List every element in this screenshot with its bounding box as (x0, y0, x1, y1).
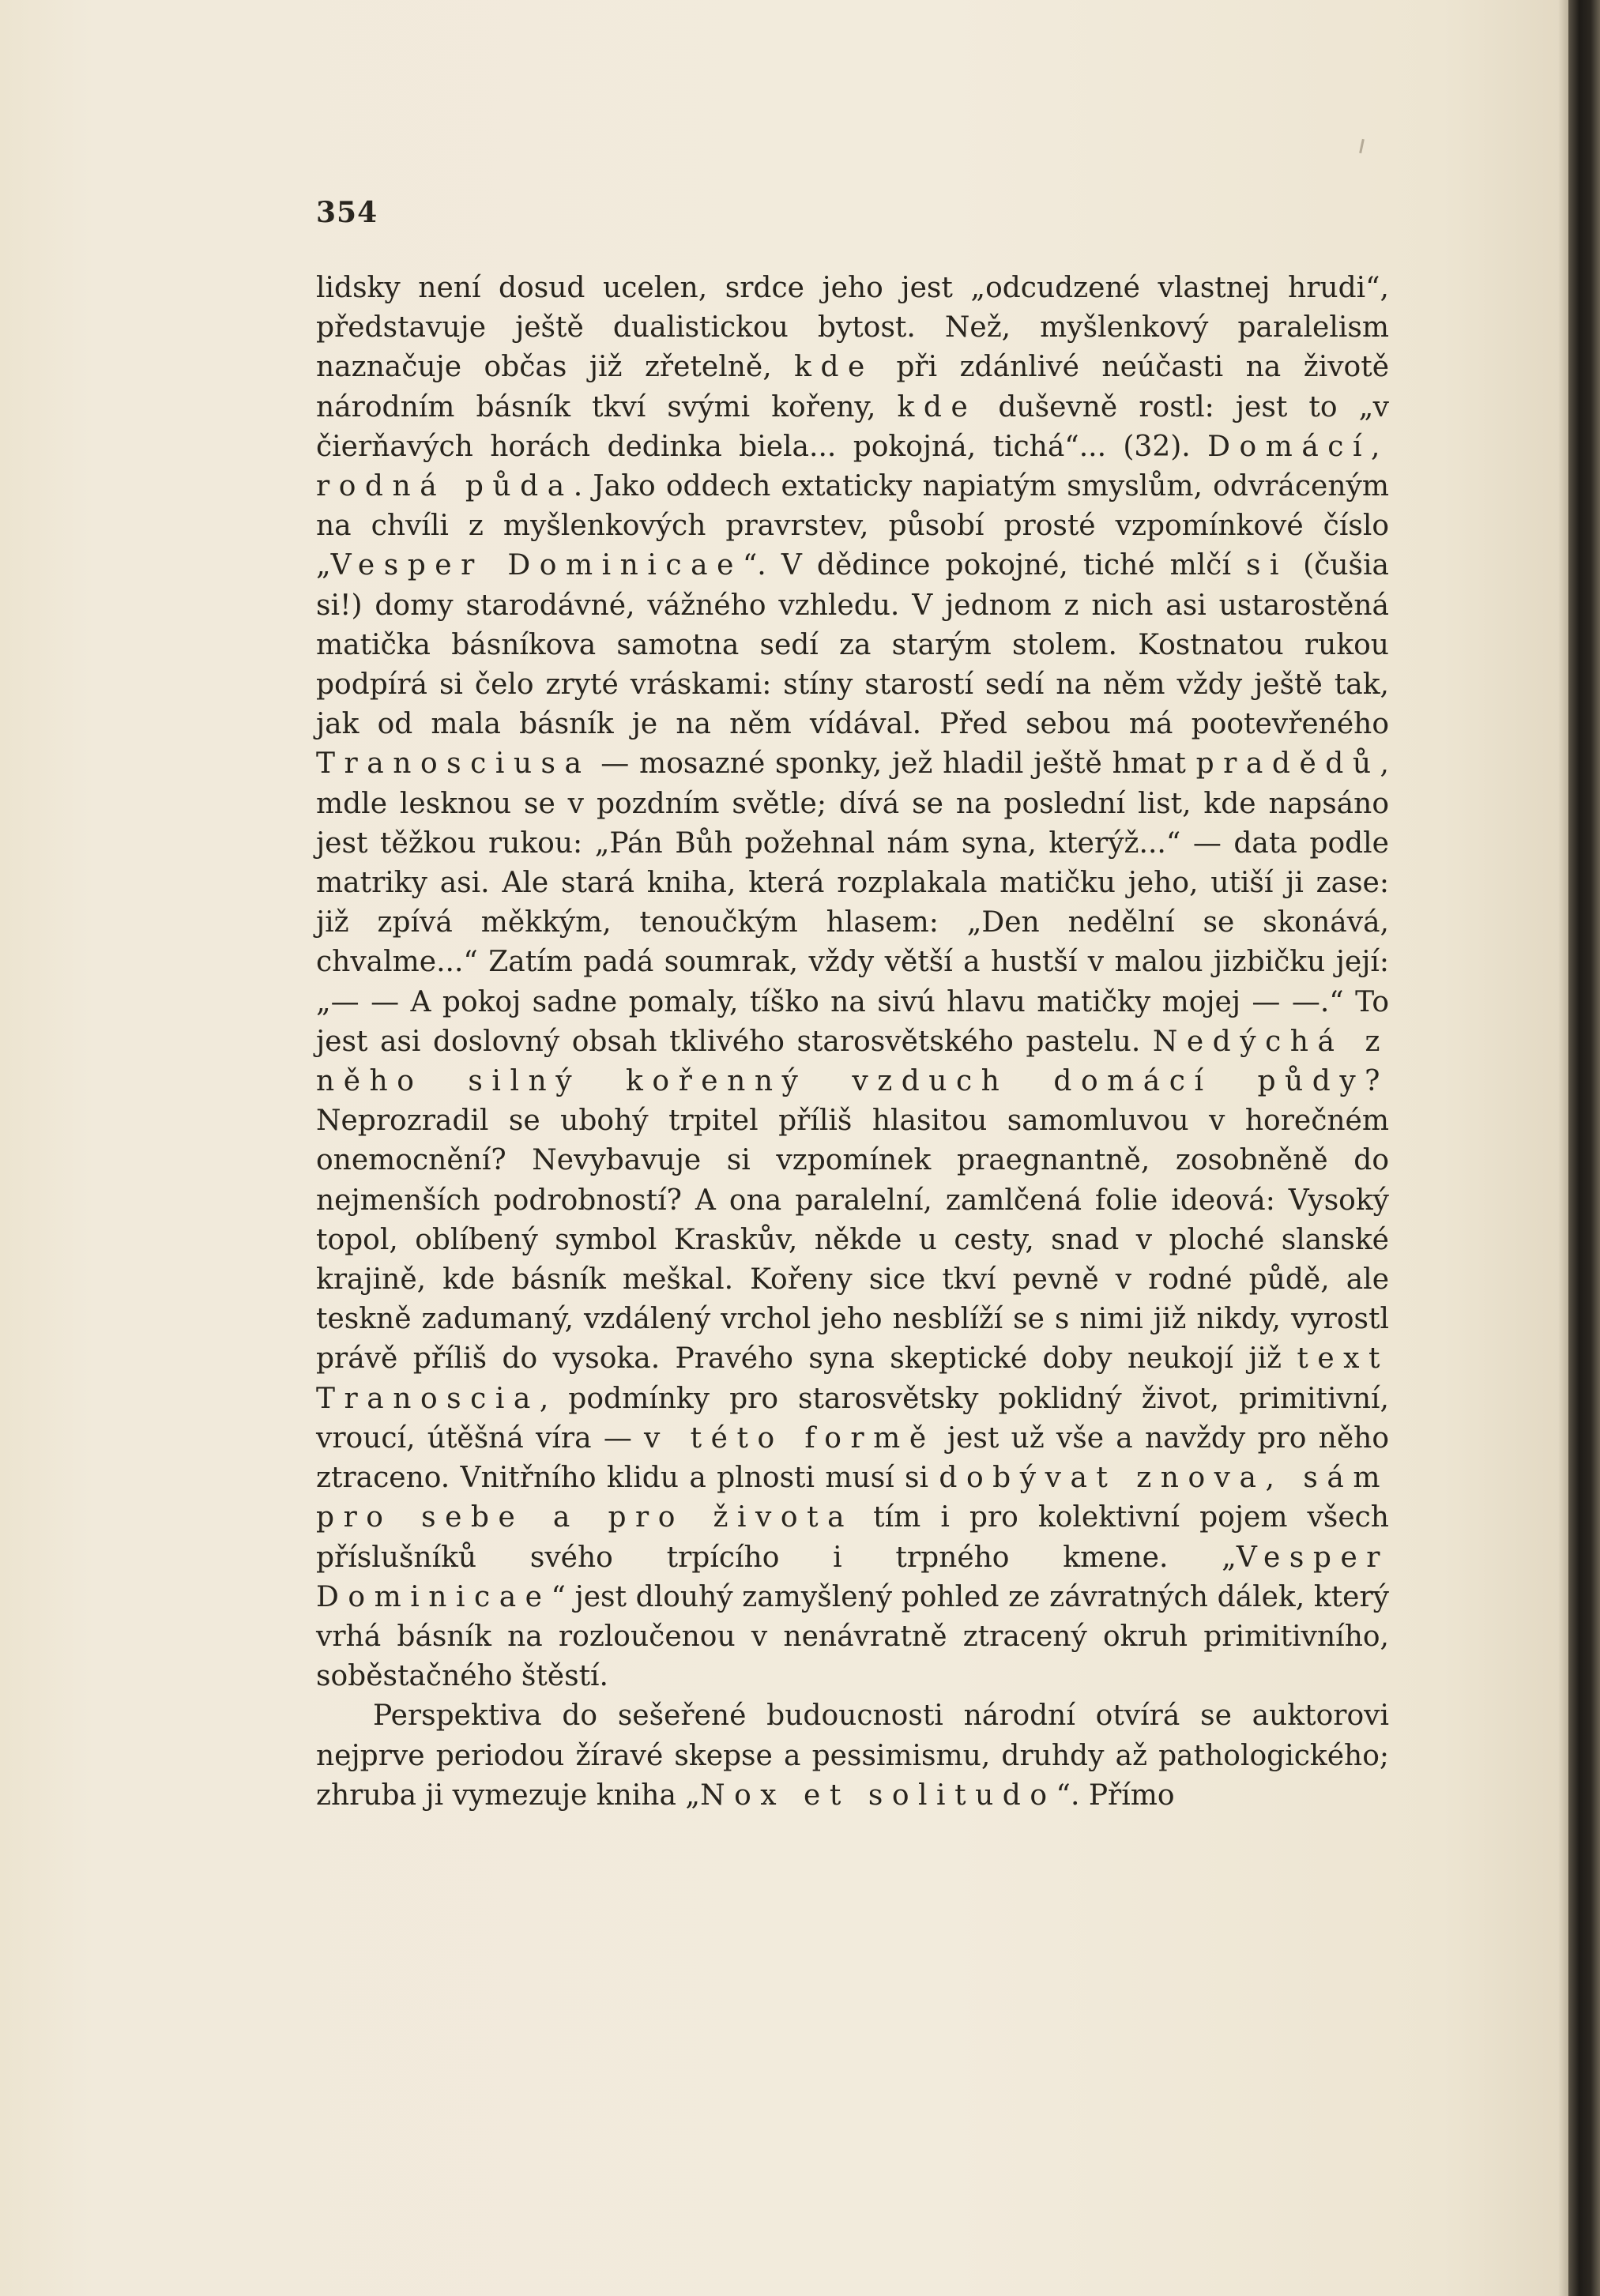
spaced-emphasis: pradědů (1195, 747, 1380, 781)
spaced-emphasis: Vesper Dominicae (330, 549, 743, 582)
spaced-emphasis: Nedýchá z něho silný kořenný vzduch domácí půdy? (316, 1025, 1390, 1098)
paper-speck (1359, 139, 1365, 153)
text-run: duševně rostl: jest to „v čierňavých horách dedinka biela... pokojná, tichá“... (32). (316, 390, 1389, 463)
spaced-emphasis: si (1246, 549, 1289, 582)
spaced-emphasis: Nox et solitudo (700, 1778, 1056, 1812)
text-run: “. V dědince pokojné, tiché mlčí (742, 549, 1247, 582)
page-number: 354 (316, 196, 378, 229)
text-run: , podmínky pro starosvětsky poklidný život, primitivní, vroucí, útěšná víra — (316, 1382, 1389, 1455)
text-run: “. Přímo (1056, 1778, 1175, 1812)
text-run: lidsky není dosud ucelen, srdce jeho jest „odcudzené vlastnej hrudi“, představuje ještě dualistickou bytost. Než, myšlenkový paralelism naznačuje občas již zřetelně, (316, 272, 1389, 384)
spaced-emphasis: kde (794, 351, 874, 384)
text-run: Perspektiva do sešeřené budoucnosti národní otvírá se auktorovi nejprve periodou žíravé skepse a pessimismu, druhdy až pathologického; zhruba ji vymezuje kniha „ (316, 1699, 1389, 1812)
page-shadow (1558, 0, 1568, 2296)
text-run: — mosazné sponky, jež hladil ještě hmat (590, 747, 1196, 781)
spaced-emphasis: Tranosciusa (316, 747, 591, 781)
text-run: , mdle lesknou se v pozdním světle; dívá se na poslední list, kde napsáno jest těžkou rukou: „Pán Bůh požehnal nám syna, kterýž...“ — data podle matriky asi. Ale stará kniha, která rozplakala matičku jeho, utiší ji zase: již zpívá měkkým, tenoučkým hlasem: „Den nedělní se skonává, chvalme...“ Zatím padá soumrak, vždy větší a hustší v malou jizbičku její: „— — A pokoj sadne pomaly, tíško na sivú hlavu matičky mojej — —.“ To jest asi doslovný obsah tklivého starosvětského pastelu. (316, 747, 1389, 1058)
text-run: při zdánlivé neúčasti na životě národním básník tkví svými kořeny, (316, 351, 1390, 423)
spaced-emphasis: text Tranoscia (316, 1342, 1389, 1415)
paragraph-2 (316, 1696, 1389, 1816)
spaced-emphasis: Vesper Dominicae (316, 1541, 1389, 1613)
text-run: tím i pro kolektivní pojem všech příslušníků svého trpícího i trpného kmene. „ (316, 1501, 1389, 1574)
spaced-emphasis: kde (897, 390, 977, 423)
spaced-emphasis: v této formě (644, 1421, 936, 1455)
spaced-emphasis: dobývat znova, sám pro sebe a pro života (316, 1462, 1389, 1534)
text-run: Neprozradil se ubohý trpitel příliš hlasitou samomluvou v horečném onemocnění? Nevybavuje si vzpomínek praegnantně, zosobněně do nejmenších podrobností? A ona paralelní, zamlčená folie ideová: Vysoký topol, oblíbený symbol Kraskův, někde u cesty, snad v ploché slanské krajině, kde básník meškal. Kořeny sice tkví pevně v rodné půdě, ale teskně zadumaný, vzdálený vrchol jeho nesblíží se s nimi již nikdy, vyrostl právě příliš do vysoka. Pravého syna skeptické doby neukojí již (316, 1105, 1389, 1376)
paragraph-1 (316, 269, 1389, 1696)
book-spine (1568, 0, 1600, 2296)
spaced-emphasis: Domácí, rodná půda (316, 430, 1389, 503)
text-run: (čušia si!) domy starodávné, vážného vzhledu. V jednom z nich asi ustarostěná matička básníkova samotna sedí za starým stolem. Kostnatou rukou podpírá si čelo zryté vráskami: stíny starostí sedí na něm vždy ještě tak, jak od mala básník je na něm vídával. Před sebou má pootevřeného (316, 549, 1389, 741)
text-run: “ jest dlouhý zamyšlený pohled ze závratných dálek, který vrhá básník na rozloučenou v nenávratně ztracený okruh primitivního, soběstačného štěstí. (316, 1580, 1389, 1693)
text-run: jest už vše a navždy pro něho ztraceno. Vnitřního klidu a plnosti musí si (316, 1421, 1390, 1495)
text-run: . Jako oddech extaticky napiatým smyslům, odvráceným na chvíli z myšlenkových pravrstev, působí prosté vzpomínkové číslo „ (316, 470, 1390, 582)
body-text (316, 269, 1389, 1816)
